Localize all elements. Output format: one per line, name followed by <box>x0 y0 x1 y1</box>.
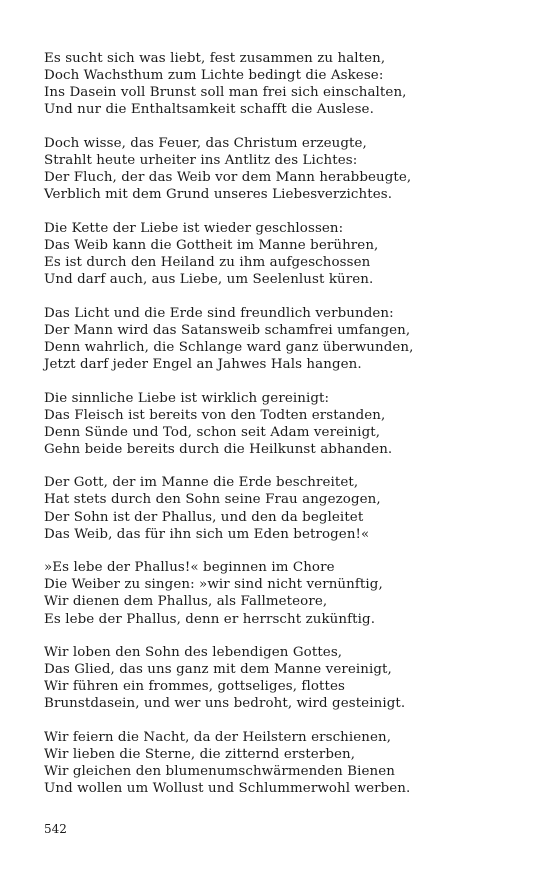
stanza-8 <box>44 644 524 712</box>
verse-line: Wir feiern die Nacht, da der Heilstern erschienen, <box>44 730 392 745</box>
verse-line: Doch wisse, das Feuer, das Christum erzeugte, <box>44 135 367 151</box>
verse-line: Jetzt darf jeder Engel an Jahwes Hals hangen. <box>44 356 362 372</box>
verse-line: Wir führen ein frommes, gottseliges, flottes <box>44 679 345 695</box>
verse-line: Die sinnliche Liebe ist wirklich gereinigt: <box>44 390 330 406</box>
verse-line: Der Fluch, der das Weib vor dem Mann herabbeugte, <box>44 170 412 186</box>
verse-line: Der Sohn ist der Phallus, und den da begleitet <box>44 509 364 525</box>
verse-line: Denn wahrlich, die Schlange ward ganz überwunden, <box>44 339 414 355</box>
verse-line: Denn Sünde und Tod, schon seit Adam vereinigt, <box>44 424 381 440</box>
verse-line: Das Fleisch ist bereits von den Todten erstanden, <box>44 407 386 423</box>
verse-line: Wir gleichen den blumenumschwärmenden Bienen <box>44 764 395 780</box>
verse-line: Und darf auch, aus Liebe, um Seelenlust küren. <box>44 272 374 288</box>
verse-line: Gehn beide bereits durch die Heilkunst abhanden. <box>44 441 393 457</box>
verse-line: Der Mann wird das Satansweib schamfrei umfangen, <box>44 322 411 338</box>
verse-line: Das Weib, das für ihn sich um Eden betrogen!« <box>44 526 370 542</box>
stanza-2 <box>44 135 524 203</box>
verse-line: Es ist durch den Heiland zu ihm aufgeschossen <box>44 254 371 270</box>
verse-line: Und nur die Enthaltsamkeit schafft die Auslese. <box>44 102 374 118</box>
verse-line: Die Weiber zu singen: »wir sind nicht vernünftig, <box>44 577 383 593</box>
verse-line: Ins Dasein voll Brunst soll man frei sich einschalten, <box>44 85 407 101</box>
stanza-7 <box>44 559 524 627</box>
stanza-6 <box>44 474 524 542</box>
poem-text <box>44 50 524 814</box>
stanza-1 <box>44 50 524 118</box>
page-number: 542 <box>44 822 67 836</box>
verse-line: Brunstdasein, und wer uns bedroht, wird gesteinigt. <box>44 696 406 712</box>
verse-line: Doch Wachsthum zum Lichte bedingt die Askese: <box>44 68 384 84</box>
stanza-4 <box>44 305 524 373</box>
verse-line: Wir dienen dem Phallus, als Fallmeteore, <box>44 594 328 610</box>
verse-line: Die Kette der Liebe ist wieder geschlossen: <box>44 220 344 236</box>
verse-line: Der Gott, der im Manne die Erde beschreitet, <box>44 475 359 491</box>
verse-line: Das Weib kann die Gottheit im Manne berühren, <box>44 237 379 253</box>
verse-line: »Es lebe der Phallus!« beginnen im Chore <box>44 560 335 576</box>
verse-line: Wir loben den Sohn des lebendigen Gottes, <box>44 645 343 661</box>
stanza-5 <box>44 390 524 458</box>
verse-line: Hat stets durch den Sohn seine Frau angezogen, <box>44 492 381 508</box>
stanza-9 <box>44 729 524 797</box>
verse-line: Es lebe der Phallus, denn er herrscht zukünftig. <box>44 611 376 627</box>
verse-line: Das Glied, das uns ganz mit dem Manne vereinigt, <box>44 662 392 678</box>
verse-line: Das Licht und die Erde sind freundlich verbunden: <box>44 305 394 321</box>
verse-line: Es sucht sich was liebt, fest zusammen zu halten, <box>44 51 386 66</box>
verse-line: Strahlt heute urheiter ins Antlitz des Lichtes: <box>44 152 358 168</box>
stanza-3 <box>44 220 524 288</box>
verse-line: Verblich mit dem Grund unseres Liebesverzichtes. <box>44 187 393 203</box>
verse-line: Wir lieben die Sterne, die zitternd ersterben, <box>44 747 356 763</box>
verse-line: Und wollen um Wollust und Schlummerwohl werben. <box>44 781 411 797</box>
